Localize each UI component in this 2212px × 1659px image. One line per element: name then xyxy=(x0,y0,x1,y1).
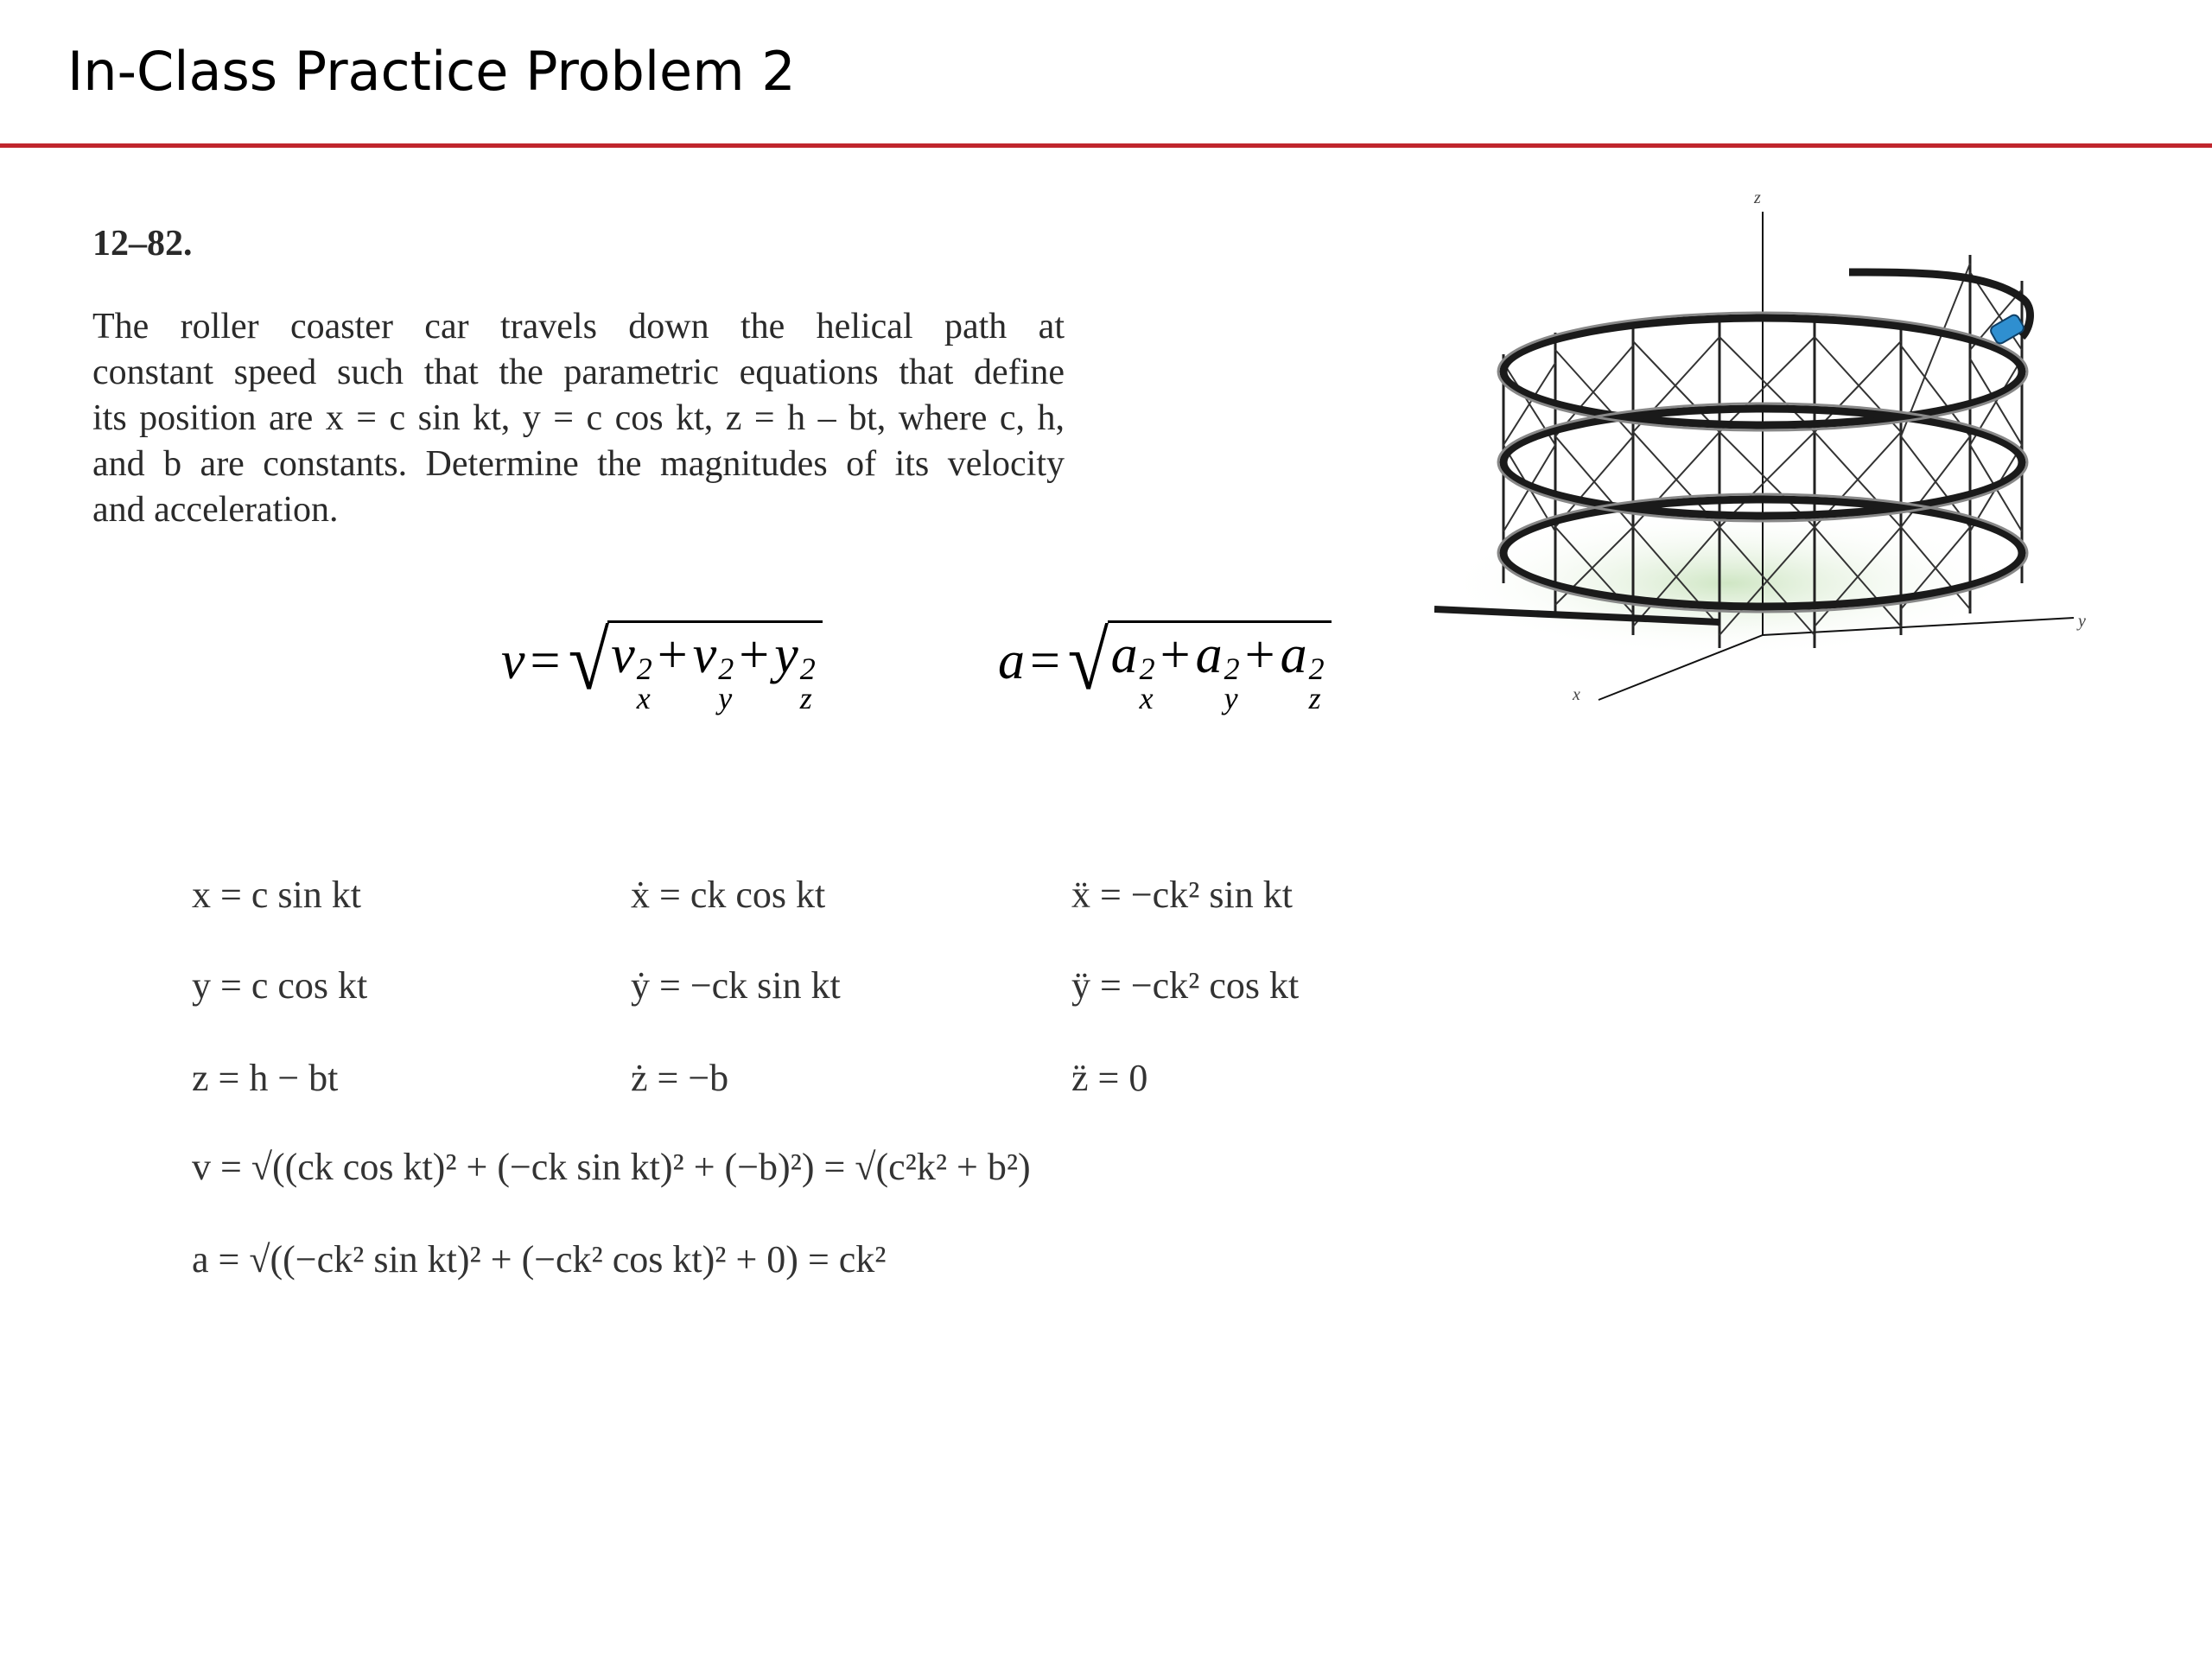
velocity-magnitude-formula: v = √ v 2 x + v 2 y + y 2 z xyxy=(501,609,823,713)
problem-line: The roller coaster car travels down the helical path at xyxy=(92,307,1065,346)
eq-y-position: y = c cos kt xyxy=(192,964,368,1007)
eq-z-velocity: ż = −b xyxy=(631,1057,729,1099)
y-axis-label: y xyxy=(2078,612,2086,631)
eq-y-acceleration: ÿ = −ck² cos kt xyxy=(1071,964,1300,1007)
eq-x-velocity: ẋ = ck cos kt xyxy=(631,874,826,916)
acceleration-magnitude-formula: a = √ a 2 x + a 2 y + a 2 z xyxy=(998,609,1332,713)
eq-x-acceleration: ẍ = −ck² sin kt xyxy=(1071,874,1293,916)
problem-line: and acceleration. xyxy=(92,490,339,530)
title-divider xyxy=(0,143,2212,148)
eq-acceleration-result: a = √((−ck² sin kt)² + (−ck² cos kt)² + 0) = ck² xyxy=(192,1238,887,1281)
eq-x-position: x = c sin kt xyxy=(192,874,361,916)
problem-line: its position are x = c sin kt, y = c cos kt, z = h – bt, where c, h, xyxy=(92,398,1065,438)
eq-velocity-result: v = √((ck cos kt)² + (−ck sin kt)² + (−b)²) = √(c²k² + b²) xyxy=(192,1146,1031,1188)
eq-z-position: z = h − bt xyxy=(192,1057,339,1099)
eq-y-velocity: ẏ = −ck sin kt xyxy=(631,964,841,1007)
problem-line: and b are constants. Determine the magnitudes of its velocity xyxy=(92,444,1065,484)
z-axis-label: z xyxy=(1754,188,1761,207)
problem-statement xyxy=(92,304,1065,533)
coaster-car xyxy=(1989,313,2025,345)
problem-number: 12–82. xyxy=(92,224,193,264)
x-axis-label: x xyxy=(1573,685,1580,704)
helical-coaster-diagram xyxy=(1434,177,2100,721)
problem-line: constant speed such that the parametric equations that define xyxy=(92,353,1065,392)
slide-title: In-Class Practice Problem 2 xyxy=(67,40,796,103)
eq-z-acceleration: z̈ = 0 xyxy=(1071,1057,1148,1099)
